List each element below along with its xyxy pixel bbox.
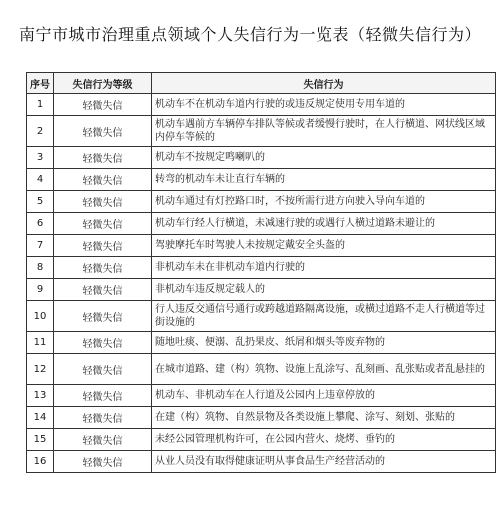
row-level: 轻微失信 xyxy=(54,213,152,235)
row-index: 10 xyxy=(27,301,54,332)
row-behavior: 在建（构）筑物、自然景物及各类设施上攀爬、涂写、刻划、张贴的 xyxy=(152,407,496,429)
table-row xyxy=(27,116,496,147)
table-row xyxy=(27,147,496,169)
header-level: 失信行为等级 xyxy=(54,73,152,94)
row-level: 轻微失信 xyxy=(54,354,152,385)
row-index: 2 xyxy=(27,116,54,147)
row-behavior: 从业人员没有取得健康证明从事食品生产经营活动的 xyxy=(152,451,496,473)
row-behavior: 机动车遇前方车辆停车排队等候或者缓慢行驶时，在人行横道、网状线区域内停车等候的 xyxy=(152,116,496,147)
row-level: 轻微失信 xyxy=(54,407,152,429)
row-behavior: 驾驶摩托车时驾驶人未按规定戴安全头盔的 xyxy=(152,235,496,257)
table-header-row xyxy=(27,73,496,94)
row-index: 11 xyxy=(27,332,54,354)
row-index: 13 xyxy=(27,385,54,407)
table-row xyxy=(27,235,496,257)
row-index: 15 xyxy=(27,429,54,451)
table-row xyxy=(27,354,496,385)
header-index: 序号 xyxy=(27,73,54,94)
row-index: 3 xyxy=(27,147,54,169)
row-level: 轻微失信 xyxy=(54,94,152,116)
row-level: 轻微失信 xyxy=(54,257,152,279)
row-behavior: 在城市道路、建（构）筑物、设施上乱涂写、乱刻画、乱张贴或者乱悬挂的 xyxy=(152,354,496,385)
row-behavior: 机动车、非机动车在人行道及公园内上违章停放的 xyxy=(152,385,496,407)
row-behavior: 机动车行经人行横道，未减速行驶的或遇行人横过道路未避让的 xyxy=(152,213,496,235)
row-behavior: 机动车不在机动车道内行驶的或违反规定使用专用车道的 xyxy=(152,94,496,116)
row-behavior: 转弯的机动车未让直行车辆的 xyxy=(152,169,496,191)
row-behavior: 随地吐痰、便溺、乱扔果皮、纸屑和烟头等废弃物的 xyxy=(152,332,496,354)
row-index: 7 xyxy=(27,235,54,257)
row-index: 6 xyxy=(27,213,54,235)
table-row xyxy=(27,332,496,354)
table-row xyxy=(27,257,496,279)
row-level: 轻微失信 xyxy=(54,191,152,213)
row-level: 轻微失信 xyxy=(54,147,152,169)
row-index: 1 xyxy=(27,94,54,116)
row-index: 9 xyxy=(27,279,54,301)
row-behavior: 未经公园管理机构许可，在公园内营火、烧烤、垂钓的 xyxy=(152,429,496,451)
row-index: 4 xyxy=(27,169,54,191)
row-behavior: 机动车通过有灯控路口时，不按所需行进方向驶入导向车道的 xyxy=(152,191,496,213)
header-behavior: 失信行为 xyxy=(152,73,496,94)
row-behavior: 机动车不按规定鸣喇叭的 xyxy=(152,147,496,169)
row-index: 16 xyxy=(27,451,54,473)
table-row xyxy=(27,213,496,235)
table-row xyxy=(27,451,496,473)
table-row xyxy=(27,94,496,116)
row-level: 轻微失信 xyxy=(54,385,152,407)
table-row xyxy=(27,301,496,332)
row-index: 14 xyxy=(27,407,54,429)
row-index: 12 xyxy=(27,354,54,385)
row-level: 轻微失信 xyxy=(54,116,152,147)
table-row xyxy=(27,429,496,451)
records-table xyxy=(26,72,496,473)
table-row xyxy=(27,169,496,191)
table-row xyxy=(27,407,496,429)
row-level: 轻微失信 xyxy=(54,235,152,257)
row-behavior: 非机动车未在非机动车道内行驶的 xyxy=(152,257,496,279)
row-level: 轻微失信 xyxy=(54,451,152,473)
row-behavior: 行人违反交通信号通行或跨越道路隔离设施，或横过道路不走人行横道等过街设施的 xyxy=(152,301,496,332)
row-level: 轻微失信 xyxy=(54,169,152,191)
table-row xyxy=(27,385,496,407)
row-index: 5 xyxy=(27,191,54,213)
row-level: 轻微失信 xyxy=(54,332,152,354)
row-level: 轻微失信 xyxy=(54,279,152,301)
table-row xyxy=(27,191,496,213)
row-level: 轻微失信 xyxy=(54,429,152,451)
row-index: 8 xyxy=(27,257,54,279)
row-behavior: 非机动车违反规定载人的 xyxy=(152,279,496,301)
page-title: 南宁市城市治理重点领域个人失信行为一览表（轻微失信行为） xyxy=(18,25,481,44)
row-level: 轻微失信 xyxy=(54,301,152,332)
table-row xyxy=(27,279,496,301)
